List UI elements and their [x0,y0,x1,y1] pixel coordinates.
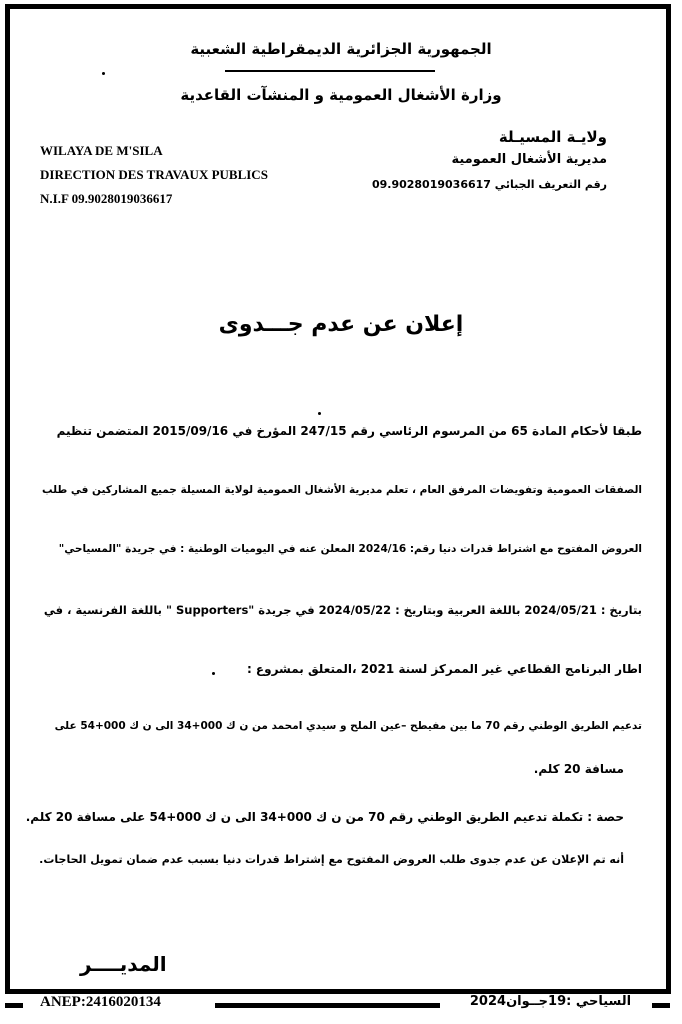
wilaya-ar: ولايـة المسيـلة [498,128,607,146]
direction-fr: DIRECTION DES TRAVAUX PUBLICS [40,167,268,182]
republic-header: الجمهورية الجزائرية الديمقراطية الشعبية [190,40,492,58]
nif-ar: رقم التعريف الجبائي 09.9028019036617 [371,178,607,191]
ministry-header: وزارة الأشغال العمومية و المنشآت القاعدية [180,86,502,104]
speck [102,72,105,75]
body-line-1: طبقا لأحكام المادة 65 من المرسوم الرئاسي رقم 247/15 المؤرخ في 2015/09/16 المتضمن تنظيم [56,424,642,438]
body-line-7: مسافة 20 كلم. [533,762,624,776]
speck [212,672,215,675]
body-line-6: تدعيم الطريق الوطني رقم 70 ما بين مفيطح –عين الملح و سيدي امحمد من ن ك 000+34 الى ن ك 000+54 على [54,720,642,732]
body-line-9: أنه تم الإعلان عن عدم جدوى طلب العروض المفتوح مع إشتراط قدرات دنيا بسبب عدم ضمان تمويل الحاجات. [39,853,624,866]
footer-date: السياحي :19جــوان2024 [469,994,632,1009]
speck [318,412,321,415]
body-line-8: حصة : تكملة تدعيم الطريق الوطني رقم 70 من ن ك 000+34 الى ن ك 000+54 على مسافة 20 كلم. [25,810,624,824]
header-divider [225,70,435,72]
direction-ar: مديرية الأشغال العمومية [451,152,607,167]
anep-reference: ANEP:2416020134 [40,994,161,1010]
announcement-title: إعلان عن عدم جـــدوى [218,312,464,337]
body-line-5: اطار البرنامج القطاعي غير الممركز لسنة 2021 ،المتعلق بمشروع : [246,662,642,676]
footer-bar-middle [215,1003,440,1008]
footer-bar-right [652,1003,670,1008]
wilaya-fr: WILAYA DE M'SILA [40,143,163,158]
footer-bar-left [5,1003,23,1008]
director-signature: المديــــر [80,952,167,976]
nif-fr: N.I.F 09.9028019036617 [40,191,173,206]
body-line-2: الصفقات العمومية وتفويضات المرفق العام ، تعلم مديرية الأشغال العمومية لولاية المسيلة جميع المشاركين في طلب [41,484,642,496]
body-line-4: بتاريخ : 2024/05/21 باللغة العربية وبتاريخ : 2024/05/22 في جريدة "Supporters " باللغة الفرنسية ، في [43,603,642,617]
body-line-3: العروض المفتوح مع اشتراط قدرات دنيا رقم: 2024/16 المعلن عنه في اليوميات الوطنية : في جريدة "المسياحي" [58,543,642,555]
